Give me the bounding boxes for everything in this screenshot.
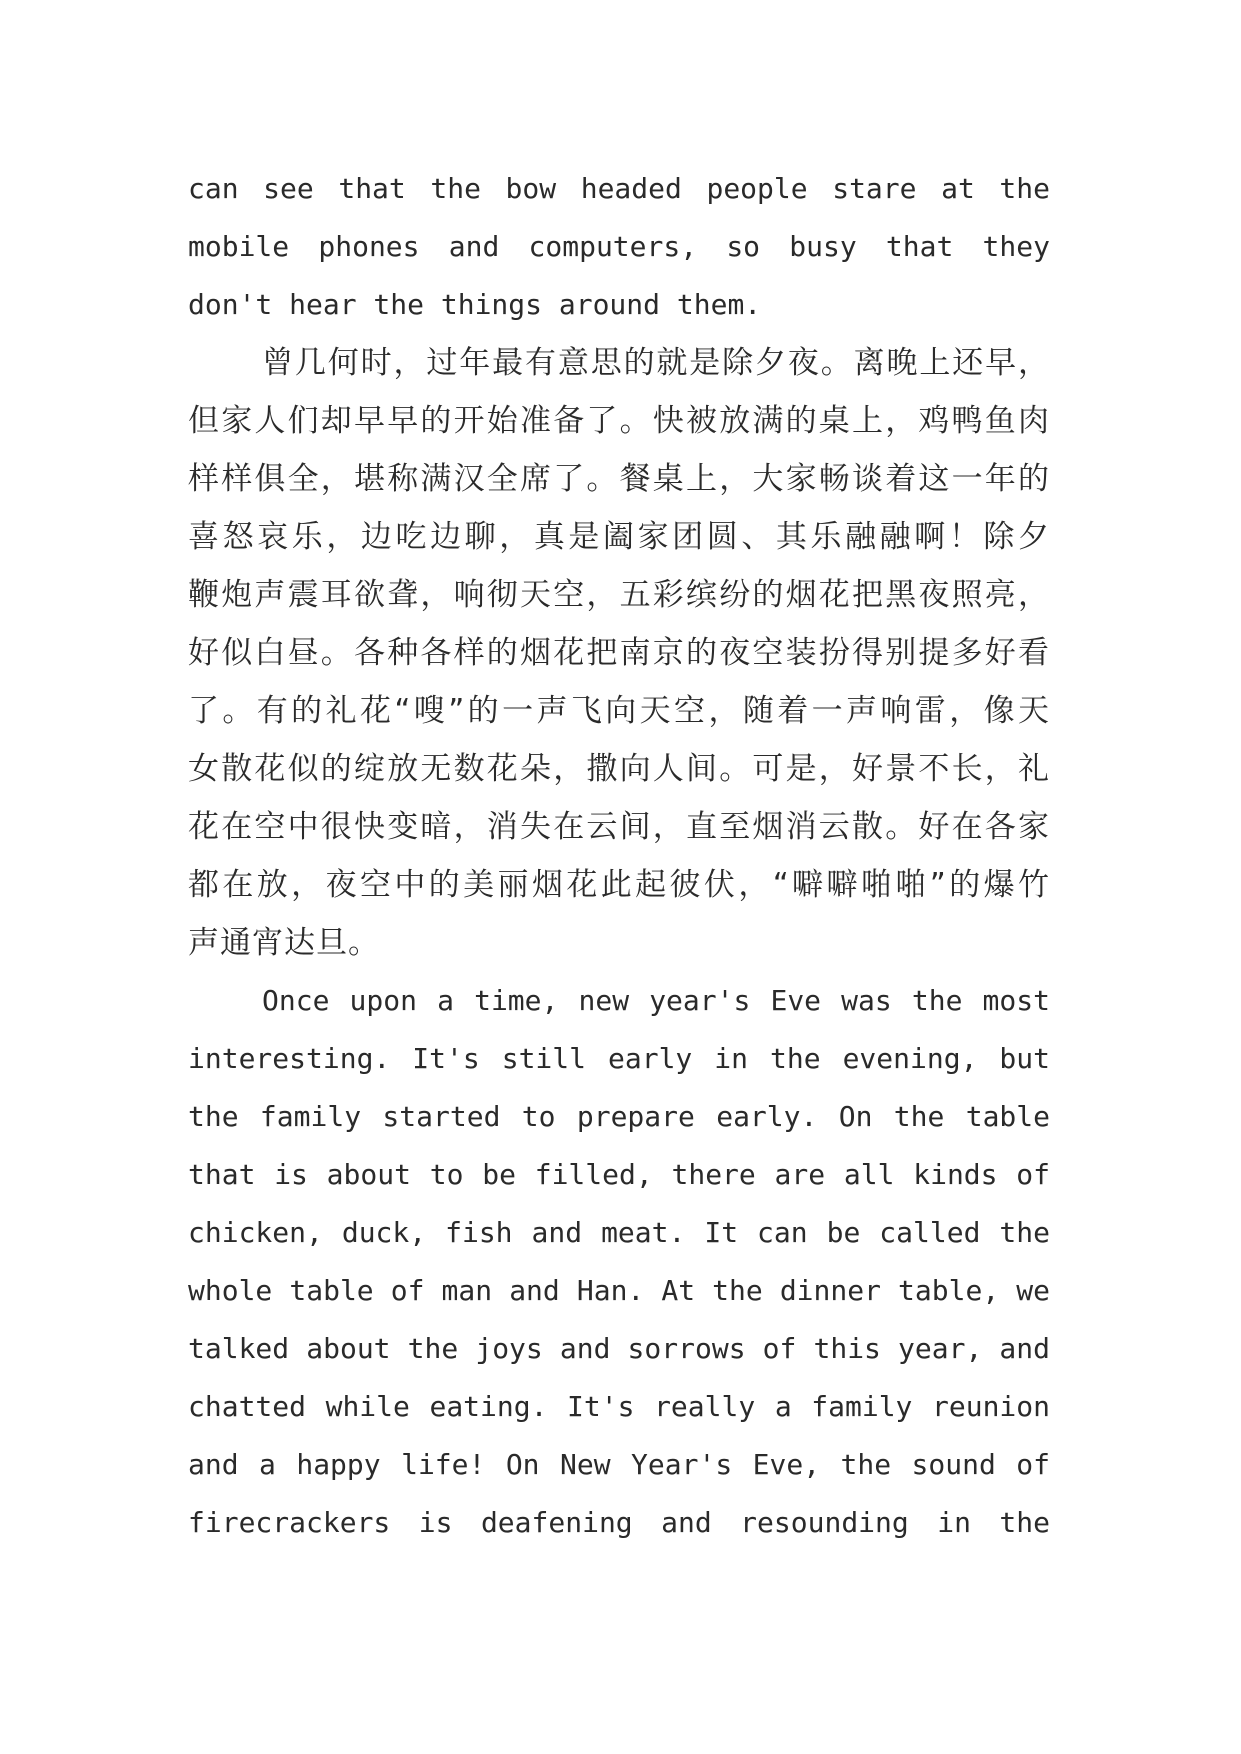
text-line: 喜怒哀乐，边吃边聊，真是阖家团圆、其乐融融啊！除夕 bbox=[188, 519, 1050, 555]
text-line: mobile phones and computers, so busy that they bbox=[188, 230, 1050, 263]
text-line: 但家人们却早早的开始准备了。快被放满的桌上，鸡鸭鱼肉 bbox=[188, 403, 1050, 439]
paragraph-english-continuation bbox=[188, 160, 1050, 334]
text-line: interesting. It's still early in the evening, but bbox=[188, 1042, 1050, 1075]
text-line: whole table of man and Han. At the dinner table, we bbox=[188, 1274, 1050, 1307]
document-body bbox=[188, 160, 1050, 1552]
text-line: 样样俱全，堪称满汉全席了。餐桌上，大家畅谈着这一年的 bbox=[188, 461, 1050, 497]
text-line: don't hear the things around them. bbox=[188, 288, 762, 321]
text-line: the family started to prepare early. On the table bbox=[188, 1100, 1050, 1133]
text-line: talked about the joys and sorrows of this year, and bbox=[188, 1332, 1050, 1365]
text-line: chatted while eating. It's really a family reunion bbox=[188, 1390, 1050, 1423]
text-line: can see that the bow headed people stare at the bbox=[188, 172, 1050, 205]
text-line: that is about to be filled, there are all kinds of bbox=[188, 1158, 1050, 1191]
text-line: 都在放，夜空中的美丽烟花此起彼伏，“噼噼啪啪”的爆竹 bbox=[188, 867, 1050, 903]
paragraph-chinese bbox=[188, 334, 1050, 972]
paragraph-english bbox=[188, 972, 1050, 1552]
text-line: 曾几何时，过年最有意思的就是除夕夜。离晚上还早， bbox=[262, 345, 1050, 381]
text-line: 女散花似的绽放无数花朵，撒向人间。可是，好景不长，礼 bbox=[188, 751, 1050, 787]
text-line: 声通宵达旦。 bbox=[188, 925, 380, 961]
text-line: 花在空中很快变暗，消失在云间，直至烟消云散。好在各家 bbox=[188, 809, 1050, 845]
text-line: and a happy life! On New Year's Eve, the sound of bbox=[188, 1448, 1050, 1481]
text-line: Once upon a time, new year's Eve was the most bbox=[262, 984, 1050, 1017]
text-line: chicken, duck, fish and meat. It can be called the bbox=[188, 1216, 1050, 1249]
text-line: 好似白昼。各种各样的烟花把南京的夜空装扮得别提多好看 bbox=[188, 635, 1050, 671]
text-line: firecrackers is deafening and resounding in the bbox=[188, 1506, 1050, 1539]
text-line: 了。有的礼花“嗖”的一声飞向天空，随着一声响雷，像天 bbox=[188, 693, 1050, 729]
text-line: 鞭炮声震耳欲聋，响彻天空，五彩缤纷的烟花把黑夜照亮， bbox=[188, 577, 1050, 613]
